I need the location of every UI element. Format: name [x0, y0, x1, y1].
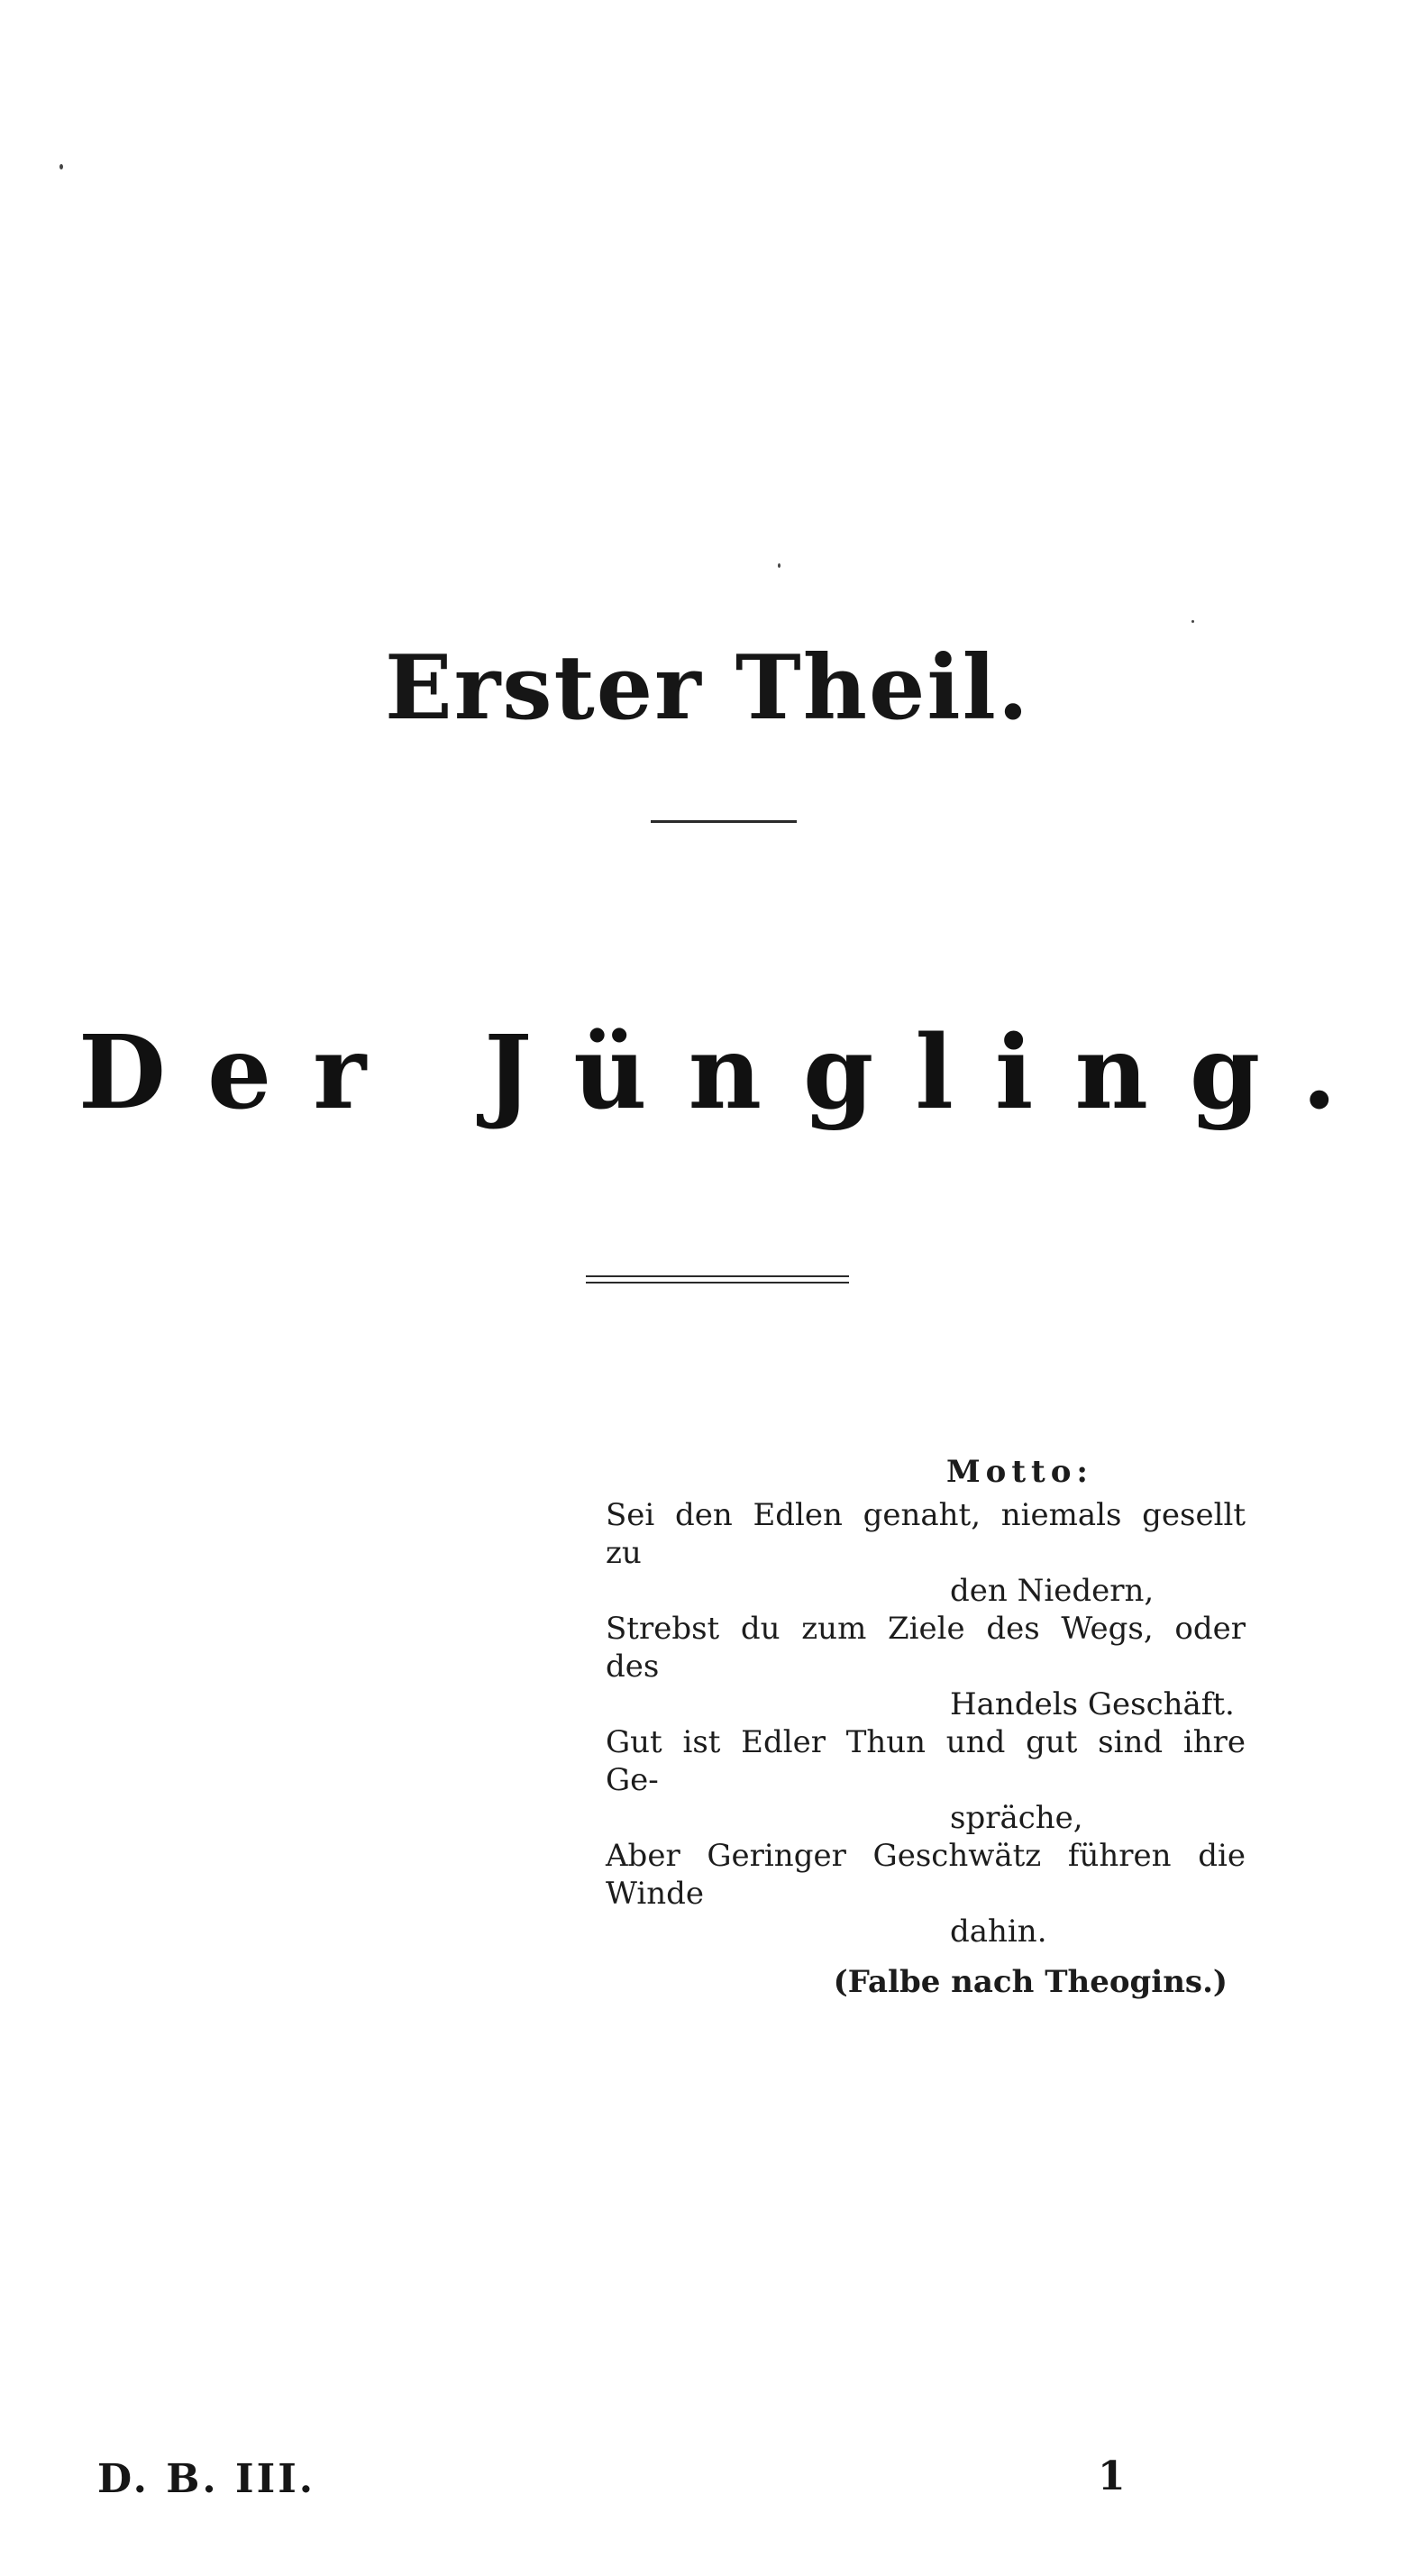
motto-line-continuation: spräche, — [950, 1800, 1083, 1836]
ink-speck — [778, 563, 781, 568]
motto-line-continuation: dahin. — [950, 1914, 1047, 1950]
part-title: Erster Theil. — [385, 636, 1030, 740]
page-number: 1 — [1098, 2453, 1126, 2499]
divider-line — [586, 1275, 849, 1277]
motto-line-continuation: Handels Geschäft. — [950, 1686, 1235, 1722]
motto-line: Sei den Edlen genaht, niemals gesellt zu — [606, 1497, 1246, 1571]
motto-heading: Motto: — [946, 1454, 1093, 1490]
motto-line: Aber Geringer Geschwätz führen die Winde — [606, 1838, 1246, 1912]
divider-line — [586, 1282, 849, 1283]
motto-line: Strebst du zum Ziele des Wegs, oder des — [606, 1611, 1246, 1685]
motto-line: Gut ist Edler Thun und gut sind ihre Ge- — [606, 1724, 1246, 1798]
main-title: Der Jüngling. — [78, 1014, 1379, 1132]
ink-speck — [59, 164, 63, 169]
signature-mark: D. B. III. — [97, 2456, 316, 2502]
motto-source: (Falbe nach Theogins.) — [833, 1964, 1228, 2000]
title-divider — [651, 820, 797, 823]
double-divider — [586, 1275, 849, 1288]
ink-speck — [1191, 620, 1194, 623]
motto-line-continuation: den Niedern, — [950, 1573, 1155, 1609]
motto-block — [606, 1453, 1246, 2001]
